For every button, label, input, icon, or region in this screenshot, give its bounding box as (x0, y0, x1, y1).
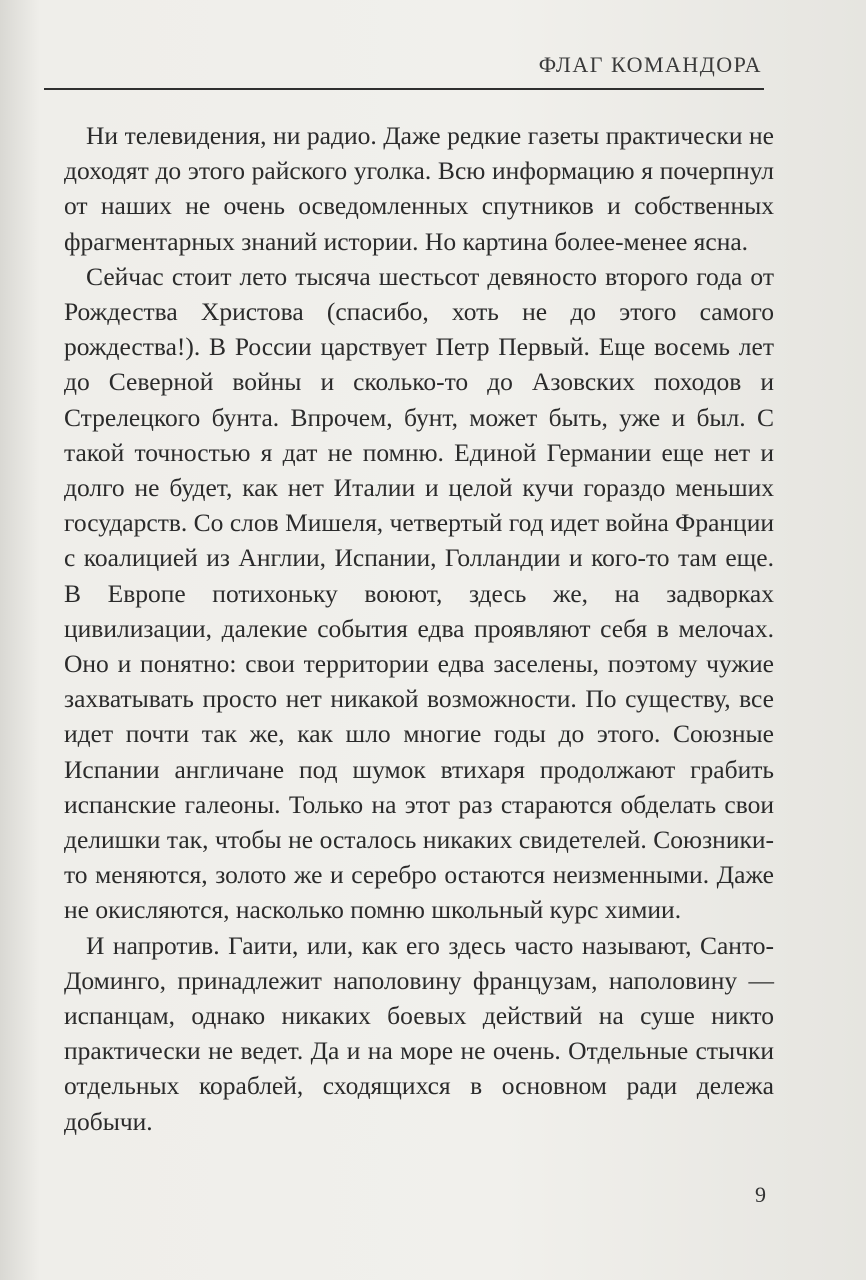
page-number: 9 (755, 1182, 766, 1207)
paragraph-1: Ни телевидения, ни радио. Даже редкие газеты практически не доходят до этого райского уголка. Всю информацию я почерпнул от наших не очень осведомленных спутников и собственных фрагментарных знаний истории. Но картина более-менее ясна. (64, 121, 774, 256)
paragraph-3: И напротив. Гаити, или, как его здесь часто называют, Санто-Доминго, принадлежит наполовину французам, наполовину — испанцам, однако никаких боевых действий на суше никто практически не ведет. Да и на море не очень. Отдельные стычки отдельных кораблей, сходящихся в основном ради дележа добычи. (64, 930, 774, 1136)
running-title: ФЛАГ КОМАНДОРА (538, 52, 762, 77)
header-rule (44, 88, 764, 90)
paragraph-2: Сейчас стоит лето тысяча шестьсот девяносто второго года от Рождества Христова (спасибо, хоть не до этого самого рождества!). В России царствует Петр Первый. Еще восемь лет до Северной войны и сколько-то до Азовских походов и Стрелецкого бунта. Впрочем, бунт, может быть, уже и был. С такой точностью я дат не помню. Единой Германии еще нет и долго не будет, как нет Италии и целой кучи гораздо меньших государств. Со слов Мишеля, четвертый год идет война Франции с коалицией из Англии, Испании, Голландии и кого-то там еще. В Европе потихоньку воюют, здесь же, на задворках цивилизации, далекие события едва проявляют себя в мелочах. Оно и понятно: свои территории едва заселены, поэтому чужие захватывать просто нет никакой возможности. По существу, все идет почти так же, как шло многие годы до этого. Союзные Испании англичане под шумок втихаря продолжают грабить испанские галеоны. Только на этот раз стараются обделать свои делишки так, чтобы не осталось никаких свидетелей. Союзники-то меняются, золото же и серебро остаются неизменными. Даже не окисляются, насколько помню школьный курс химии. (64, 261, 774, 925)
body-text (64, 118, 774, 1139)
